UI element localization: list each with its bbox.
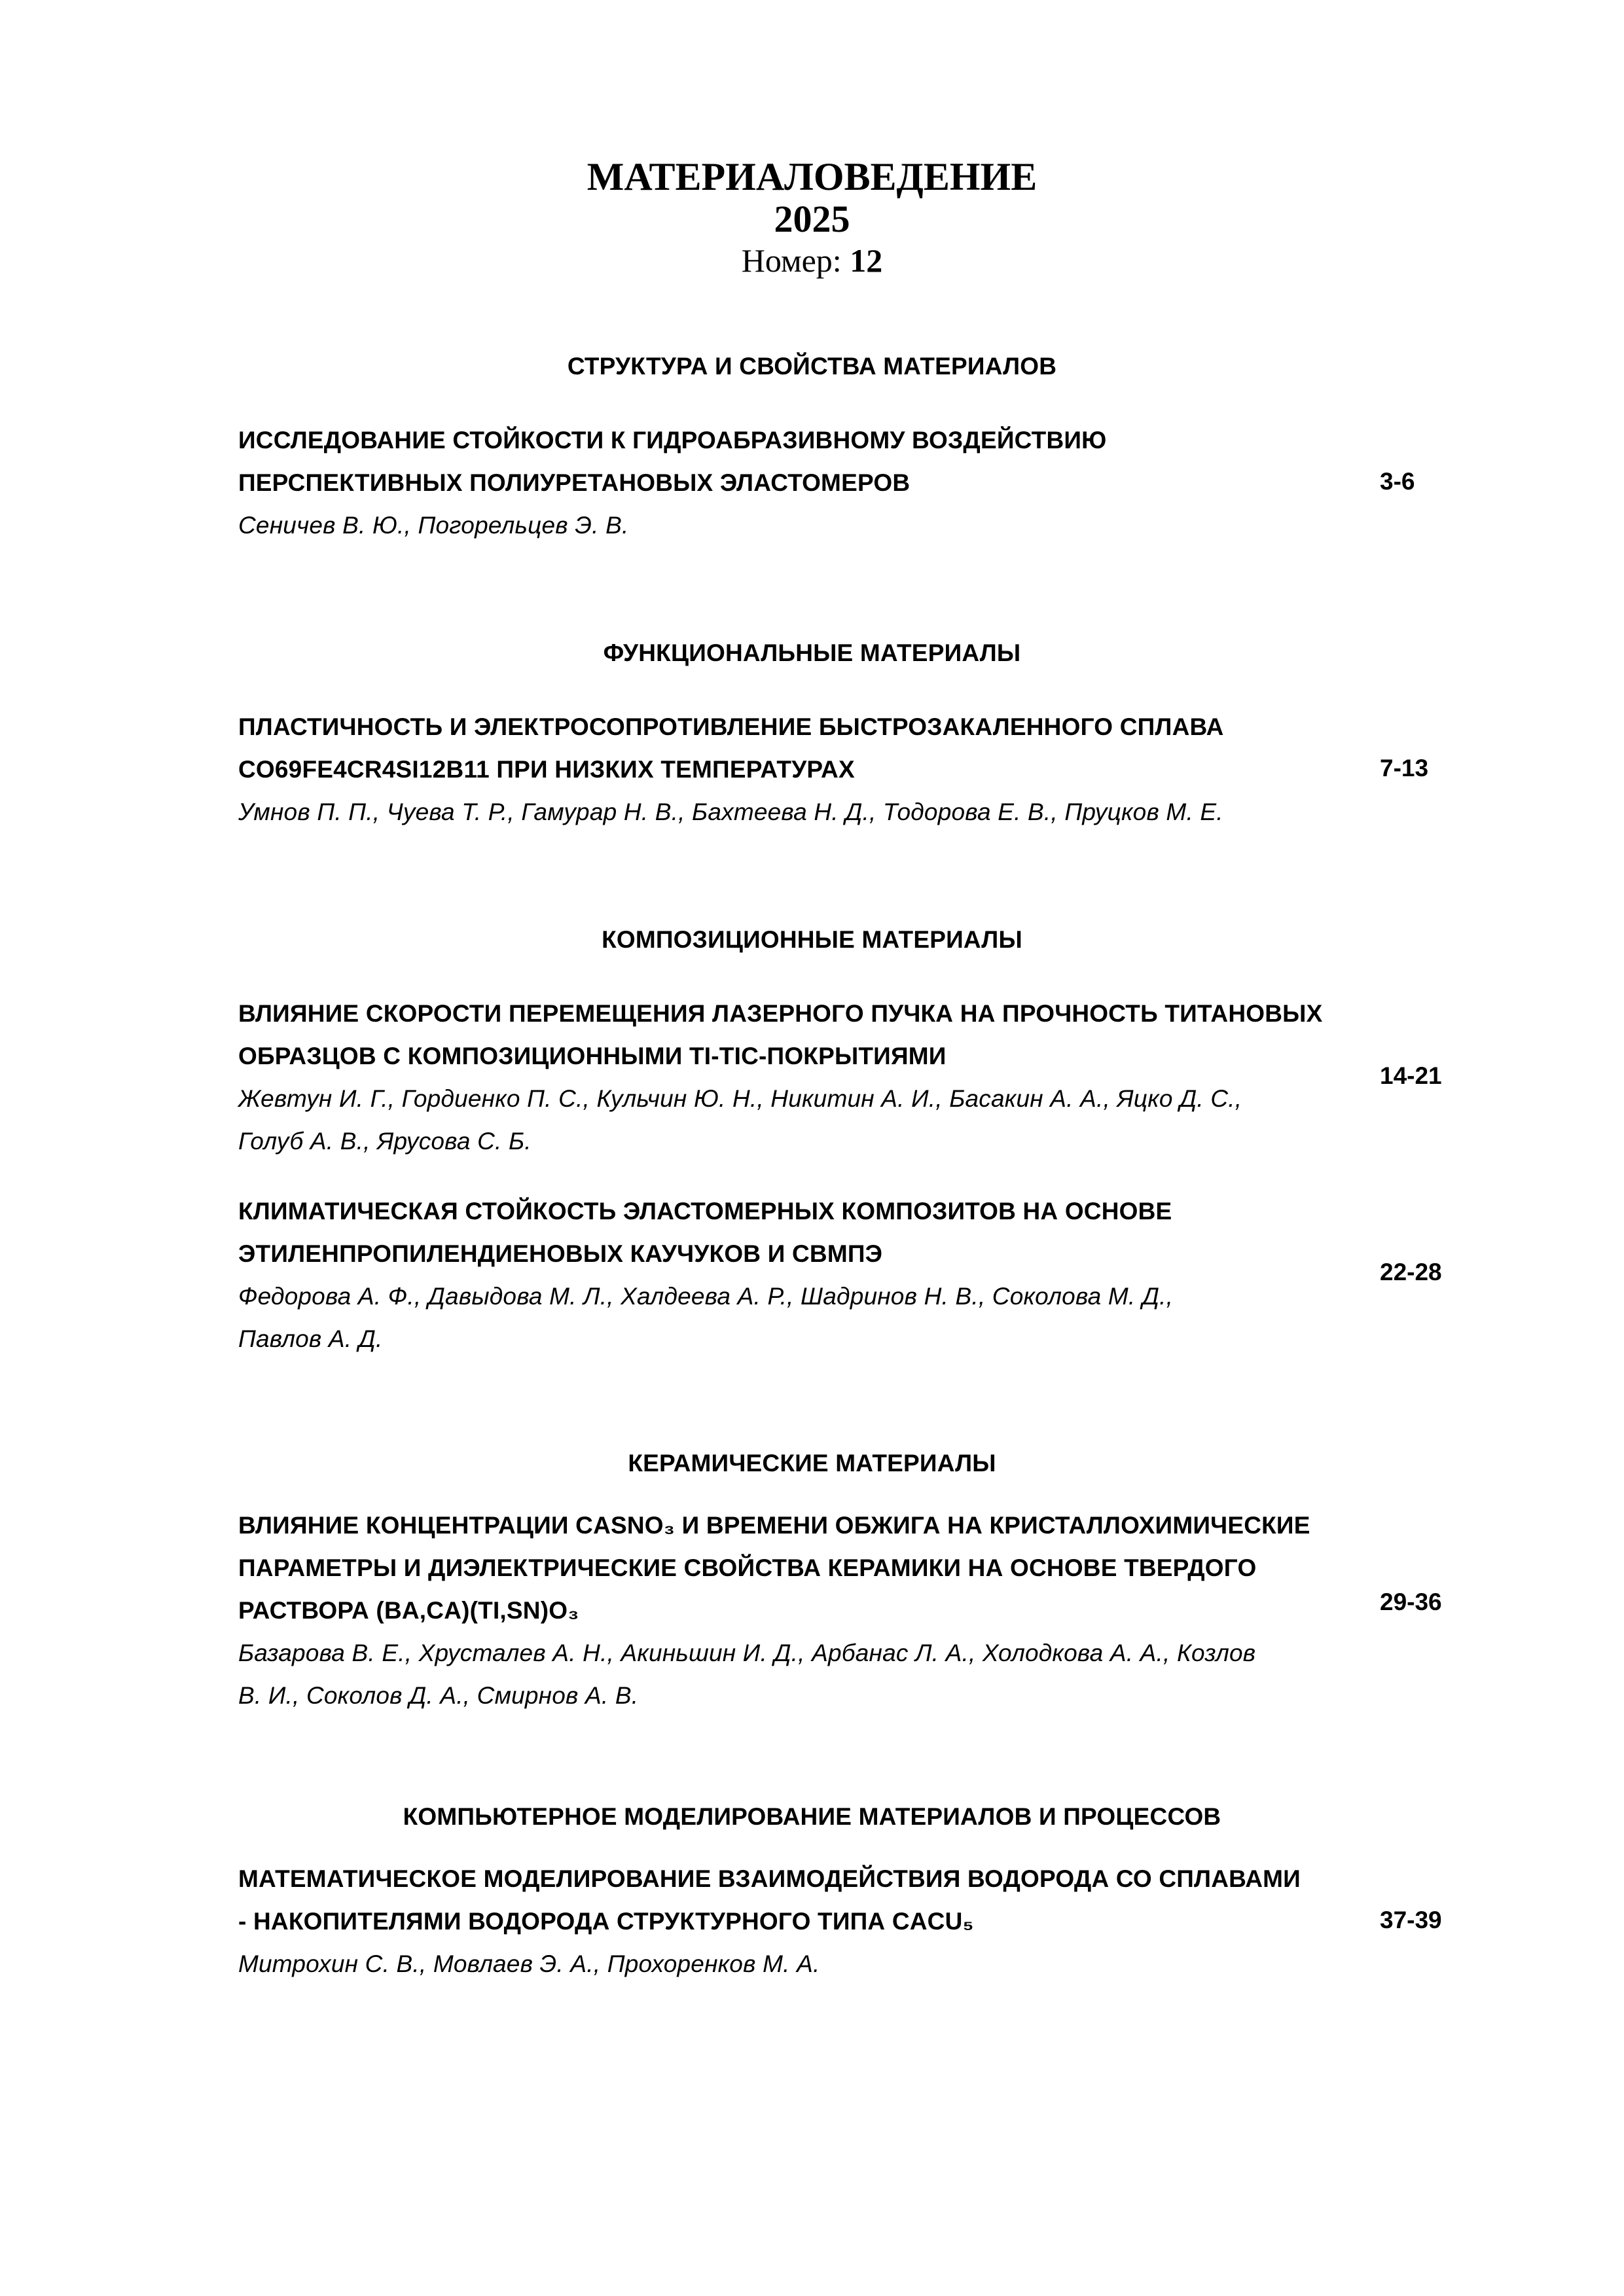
article-title-line: ВЛИЯНИЕ СКОРОСТИ ПЕРЕМЕЩЕНИЯ ЛАЗЕРНОГО ПУЧКА НА ПРОЧНОСТЬ ТИТАНОВЫХ	[238, 1000, 1323, 1027]
article-authors-line: В. И., Соколов Д. А., Смирнов А. В.	[238, 1682, 639, 1709]
article-title	[238, 419, 1377, 504]
article-title-line: ПАРАМЕТРЫ И ДИЭЛЕКТРИЧЕСКИЕ СВОЙСТВА КЕРАМИКИ НА ОСНОВЕ ТВЕРДОГО	[238, 1554, 1257, 1581]
article-pages: 37-39	[1380, 1907, 1442, 1933]
article-authors-line: Сеничев В. Ю., Погорельцев Э. В.	[238, 512, 629, 539]
article-title	[238, 706, 1377, 791]
article-authors	[238, 1077, 1377, 1162]
article-authors-line: Базарова В. Е., Хрусталев А. Н., Акиньшин И. Д., Арбанас Л. А., Холодкова А. А., Козлов	[238, 1640, 1256, 1666]
article-authors	[238, 1275, 1377, 1360]
article-title-line: ПЕРСПЕКТИВНЫХ ПОЛИУРЕТАНОВЫХ ЭЛАСТОМЕРОВ	[238, 469, 911, 496]
article-pages: 22-28	[1380, 1259, 1442, 1285]
section-heading: КОМПЬЮТЕРНОЕ МОДЕЛИРОВАНИЕ МАТЕРИАЛОВ И ПРОЦЕССОВ	[403, 1803, 1221, 1830]
article-title-line: CO69FE4CR4SI12B11 ПРИ НИЗКИХ ТЕМПЕРАТУРАХ	[238, 756, 855, 783]
article-title-line: КЛИМАТИЧЕСКАЯ СТОЙКОСТЬ ЭЛАСТОМЕРНЫХ КОМПОЗИТОВ НА ОСНОВЕ	[238, 1198, 1172, 1225]
article-title-line: РАСТВОРА (BA,CA)(TI,SN)O₃	[238, 1597, 579, 1624]
issue-line	[0, 241, 1624, 280]
article-authors-line: Федорова А. Ф., Давыдова М. Л., Халдеева А. Р., Шадринов Н. В., Соколова М. Д.,	[238, 1283, 1174, 1310]
article-authors	[238, 1632, 1377, 1717]
article-authors-line: Митрохин С. В., Мовлаев Э. А., Прохоренков М. А.	[238, 1950, 820, 1977]
journal-title: МАТЕРИАЛОВЕДЕНИЕ	[586, 155, 1038, 198]
article-title	[238, 1504, 1377, 1632]
section-heading: КОМПОЗИЦИОННЫЕ МАТЕРИАЛЫ	[602, 926, 1022, 953]
article-title-line: ВЛИЯНИЕ КОНЦЕНТРАЦИИ CASNO₃ И ВРЕМЕНИ ОБЖИГА НА КРИСТАЛЛОХИМИЧЕСКИЕ	[238, 1512, 1310, 1539]
article-title	[238, 1190, 1377, 1275]
article-authors-line: Умнов П. П., Чуева Т. Р., Гамурар Н. В., Бахтеева Н. Д., Тодорова Е. В., Пруцков М. Е.	[238, 798, 1223, 825]
article-authors-line: Голуб А. В., Ярусова С. Б.	[238, 1128, 532, 1155]
issue-label: Номер:	[741, 242, 842, 279]
article-pages: 14-21	[1380, 1062, 1442, 1089]
issue-number: 12	[850, 242, 883, 279]
journal-year: 2025	[774, 198, 850, 240]
article-title-line: ИССЛЕДОВАНИЕ СТОЙКОСТИ К ГИДРОАБРАЗИВНОМУ ВОЗДЕЙСТВИЮ	[238, 427, 1107, 454]
article-title	[238, 992, 1377, 1077]
article-authors-line: Павлов А. Д.	[238, 1325, 383, 1352]
article-pages: 29-36	[1380, 1588, 1442, 1615]
section-heading: ФУНКЦИОНАЛЬНЫЕ МАТЕРИАЛЫ	[603, 639, 1021, 666]
article-authors	[238, 504, 1377, 547]
article-pages: 7-13	[1380, 755, 1429, 781]
section-heading: СТРУКТУРА И СВОЙСТВА МАТЕРИАЛОВ	[567, 353, 1057, 380]
article-title-line: ОБРАЗЦОВ С КОМПОЗИЦИОННЫМИ TI-TIC-ПОКРЫТИЯМИ	[238, 1043, 947, 1069]
article-authors-line: Жевтун И. Г., Гордиенко П. С., Кульчин Ю. Н., Никитин А. И., Басакин А. А., Яцко Д. С.,	[238, 1085, 1242, 1112]
article-title	[238, 1857, 1377, 1943]
article-title-line: ЭТИЛЕНПРОПИЛЕНДИЕНОВЫХ КАУЧУКОВ И СВМПЭ	[238, 1240, 883, 1267]
article-title-line: ПЛАСТИЧНОСТЬ И ЭЛЕКТРОСОПРОТИВЛЕНИЕ БЫСТРОЗАКАЛЕННОГО СПЛАВА	[238, 713, 1224, 740]
article-authors	[238, 791, 1377, 833]
article-title-line: МАТЕМАТИЧЕСКОЕ МОДЕЛИРОВАНИЕ ВЗАИМОДЕЙСТВИЯ ВОДОРОДА СО СПЛАВАМИ	[238, 1865, 1301, 1892]
section-heading: КЕРАМИЧЕСКИЕ МАТЕРИАЛЫ	[628, 1450, 996, 1477]
article-authors	[238, 1943, 1377, 1985]
article-title-line: - НАКОПИТЕЛЯМИ ВОДОРОДА СТРУКТУРНОГО ТИПА CACU₅	[238, 1908, 974, 1935]
article-pages: 3-6	[1380, 468, 1415, 495]
